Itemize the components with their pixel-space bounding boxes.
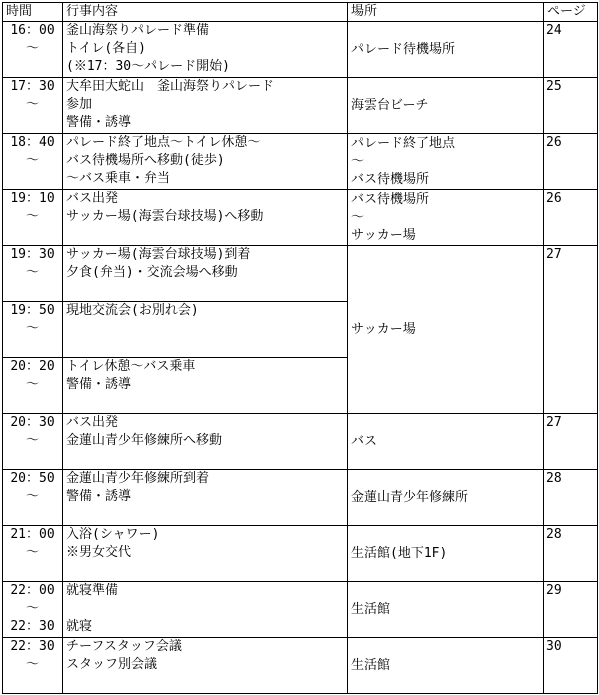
- activity-cell: [63, 246, 348, 302]
- activity-line: ※男女交代: [66, 545, 132, 560]
- activity-line: サッカー場(海雲台球技場)到着: [66, 247, 251, 262]
- time-line: 21：00: [10, 527, 55, 542]
- time-line: 20：20: [10, 359, 55, 374]
- time-cell: [3, 78, 63, 134]
- place-line: 海雲台ビーチ: [351, 97, 429, 113]
- place-line: 生活館: [351, 601, 391, 617]
- place-cell: [348, 246, 544, 414]
- time-line: ～: [25, 489, 39, 504]
- time-line: 20：30: [10, 415, 55, 430]
- time-line: ～: [25, 657, 39, 672]
- activity-cell: [63, 582, 348, 638]
- activity-line: チーフスタッフ会議: [66, 639, 182, 654]
- activity-cell: [63, 470, 348, 526]
- time-line: 19：10: [10, 191, 55, 206]
- activity-cell: [63, 638, 348, 694]
- time-line: 18：40: [10, 135, 55, 150]
- time-line: ～: [25, 265, 39, 280]
- activity-cell: [63, 190, 348, 246]
- activity-cell: [63, 78, 348, 134]
- time-cell: [3, 582, 63, 638]
- time-line: 22：30: [10, 639, 55, 654]
- place-line: バス: [351, 433, 378, 449]
- place-line: サッカー場: [351, 227, 416, 243]
- time-cell: [3, 246, 63, 302]
- time-cell: [3, 22, 63, 78]
- schedule-row: [3, 414, 598, 470]
- place-line: パレード終了地点: [351, 135, 456, 151]
- activity-cell: [63, 414, 348, 470]
- activity-line: [66, 600, 344, 618]
- activity-line: 就寝: [66, 619, 93, 634]
- page-number-cell: 26: [544, 190, 598, 246]
- time-line: ～: [25, 545, 39, 560]
- schedule-row: [3, 190, 598, 246]
- schedule-table: [2, 2, 598, 694]
- place-line: 生活館: [351, 657, 391, 673]
- activity-line: 警備・誘導: [66, 489, 132, 504]
- time-line: ～: [25, 601, 39, 616]
- activity-line: (※17：30～パレード開始): [66, 59, 230, 74]
- schedule-row: [3, 582, 598, 638]
- activity-line: トイレ(各自): [66, 41, 147, 56]
- activity-line: サッカー場(海雲台球技場)へ移動: [66, 209, 264, 224]
- time-cell: [3, 414, 63, 470]
- activity-line: 現地交流会(お別れ会): [66, 303, 199, 318]
- activity-line: 金蓮山青少年修練所到着: [66, 471, 210, 486]
- activity-cell: [63, 134, 348, 190]
- page-number-cell: 25: [544, 78, 598, 134]
- activity-line: バス出発: [66, 191, 119, 206]
- activity-line: 夕食(弁当)・交流会場へ移動: [66, 265, 238, 280]
- schedule-row: [3, 526, 598, 582]
- activity-line: 金蓮山青少年修練所へ移動: [66, 433, 223, 448]
- place-line: パレード待機場所: [351, 41, 456, 57]
- schedule-row: [3, 22, 598, 78]
- activity-line: バス待機場所へ移動(徒歩): [66, 153, 225, 168]
- time-line: ～: [25, 377, 39, 392]
- time-line: ～: [25, 321, 39, 336]
- activity-line: 大牟田大蛇山 釜山海祭りパレード: [66, 79, 275, 94]
- schedule-body: [3, 22, 598, 694]
- place-line: 生活館(地下1F): [351, 545, 448, 561]
- time-line: 22：00: [10, 583, 55, 598]
- schedule-row: [3, 470, 598, 526]
- activity-line: 釜山海祭りパレード準備: [66, 23, 210, 38]
- page-number-cell: 28: [544, 526, 598, 582]
- activity-line: 参加: [66, 97, 93, 112]
- time-cell: [3, 526, 63, 582]
- place-cell: [348, 78, 544, 134]
- page-number-cell: 24: [544, 22, 598, 78]
- header-row: [3, 3, 598, 22]
- place-line: バス待機場所: [351, 191, 430, 207]
- page-number-cell: 27: [544, 246, 598, 414]
- place-cell: [348, 582, 544, 638]
- header-activity: 行事内容: [63, 3, 348, 22]
- place-cell: [348, 22, 544, 78]
- place-cell: [348, 638, 544, 694]
- time-cell: [3, 358, 63, 414]
- place-line: ～: [351, 153, 365, 169]
- activity-line: バス出発: [66, 415, 119, 430]
- schedule-row: [3, 78, 598, 134]
- place-cell: [348, 526, 544, 582]
- time-line: ～: [25, 153, 39, 168]
- place-line: バス待機場所: [351, 171, 430, 187]
- schedule-row: [3, 134, 598, 190]
- place-cell: [348, 134, 544, 190]
- page-number-cell: 27: [544, 414, 598, 470]
- time-line: 19：50: [10, 303, 55, 318]
- activity-cell: [63, 302, 348, 358]
- activity-cell: [63, 22, 348, 78]
- time-line: ～: [25, 209, 39, 224]
- time-line: 20：50: [10, 471, 55, 486]
- page-number-cell: 30: [544, 638, 598, 694]
- header-time: 時間: [3, 3, 63, 22]
- activity-line: ～バス乗車・弁当: [66, 171, 171, 186]
- page-number-cell: 26: [544, 134, 598, 190]
- time-cell: [3, 134, 63, 190]
- header-page: ページ: [544, 3, 598, 22]
- time-line: 22：30: [10, 619, 55, 634]
- time-cell: [3, 638, 63, 694]
- place-cell: [348, 414, 544, 470]
- place-line: 金蓮山青少年修練所: [351, 489, 469, 505]
- schedule-row: [3, 638, 598, 694]
- activity-line: 警備・誘導: [66, 115, 132, 130]
- activity-line: 警備・誘導: [66, 377, 132, 392]
- schedule-row: [3, 246, 598, 302]
- place-line: ～: [351, 209, 365, 225]
- time-cell: [3, 470, 63, 526]
- time-line: 16：00: [10, 23, 55, 38]
- time-line: 17：30: [10, 79, 55, 94]
- place-cell: [348, 470, 544, 526]
- activity-line: 就寝準備: [66, 583, 119, 598]
- time-cell: [3, 190, 63, 246]
- activity-line: パレード終了地点～トイレ休憩～: [66, 135, 261, 150]
- activity-line: スタッフ別会議: [66, 657, 158, 672]
- page-number-cell: 28: [544, 470, 598, 526]
- time-line: 19：30: [10, 247, 55, 262]
- place-cell: [348, 190, 544, 246]
- activity-cell: [63, 526, 348, 582]
- time-line: ～: [25, 433, 39, 448]
- time-line: ～: [25, 97, 39, 112]
- time-line: ～: [25, 41, 39, 56]
- page-number-cell: 29: [544, 582, 598, 638]
- place-line: サッカー場: [351, 321, 416, 337]
- time-cell: [3, 302, 63, 358]
- activity-line: 入浴(シャワー): [66, 527, 160, 542]
- header-place: 場所: [348, 3, 544, 22]
- activity-line: トイレ休憩～バス乗車: [66, 359, 196, 374]
- activity-cell: [63, 358, 348, 414]
